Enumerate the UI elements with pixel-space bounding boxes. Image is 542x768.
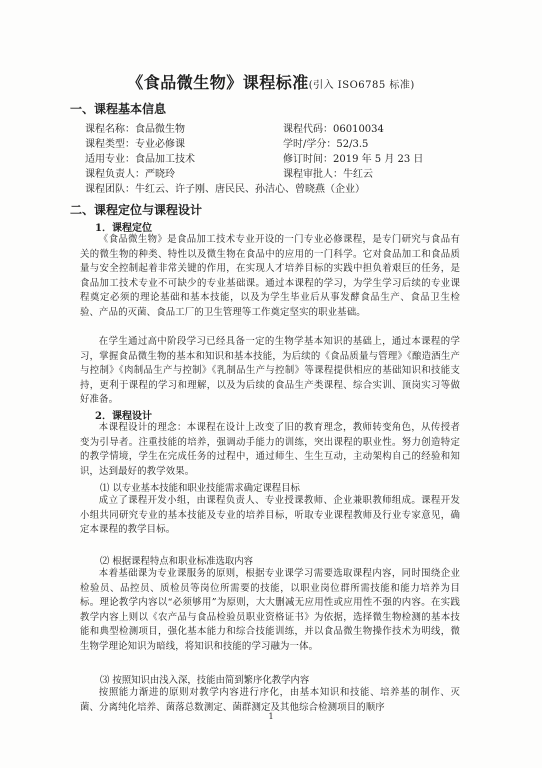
page-title bbox=[0, 70, 542, 93]
section-heading-positioning-design: 二、课程定位与课程设计 bbox=[70, 203, 203, 217]
info-course-type: 课程类型：专业必修课 bbox=[85, 139, 185, 150]
design-item-2: ⑵ 根据课程特点和职业标准选取内容 bbox=[100, 556, 253, 567]
info-hours-credits: 学时/学分：52/3.5 bbox=[283, 139, 369, 150]
info-course-code: 课程代码：06010034 bbox=[283, 124, 384, 135]
info-right-column bbox=[283, 122, 423, 182]
info-approver: 课程审批人：牛红云 bbox=[283, 169, 373, 180]
subheading-positioning: 1．课程定位 bbox=[95, 223, 152, 234]
title-main: 《食品微生物》课程标准 bbox=[127, 73, 309, 92]
paragraph-design-item-1: 成立了课程开发小组，由课程负责人、专业授课教师、企业兼职教师组成。课程开发小组共同研究专业的基本技能及专业的培养目标，听取专业课程教师及行业专家意见，确定本课程的教学目标。 bbox=[80, 495, 460, 536]
info-major: 适用专业：食品加工技术 bbox=[85, 154, 195, 165]
paragraph-design-concept: 本课程设计的理念：本课程在设计上改变了旧的教育理念，教师转变角色，从传授者变为引导者。注重技能的培养，强调动手能力的训练，突出课程的职业性。努力创造特定的教学情境，学生在完成任务的过程中，通过师生、生生互动，主动架构自己的经验和知识，达到最好的教学效果。 bbox=[80, 422, 460, 477]
info-course-name: 课程名称：食品微生物 bbox=[85, 124, 185, 135]
design-item-1: ⑴ 以专业基本技能和职业技能需求确定课程目标 bbox=[100, 483, 300, 494]
page-number: 1 bbox=[268, 712, 274, 721]
paragraph-positioning-2: 在学生通过高中阶段学习已经具备一定的生物学基本知识的基础上，通过本课程的学习，掌握食品微生物的基本和知识和基本技能，为后续的《食品质量与管理》《酿造酒生产与控制》《肉制品生产与控制》《乳制品生产与控制》等课程提供相应的基础知识和技能支持，更利于课程的学习和理解，以及为后续的食品生产类课程、综合实训、顶岗实习等做好准备。 bbox=[80, 336, 460, 406]
subheading-design: 2．课程设计 bbox=[95, 411, 152, 422]
paragraph-design-item-2: 本着基础课为专业课服务的原则，根据专业课学习需要选取课程内容，同时围绕企业检验员、品控员、质检员等岗位所需要的技能，以职业岗位群所需技能和能力培养为目标。理论教学内容以“必须够用”为原则，大大删减无应用性或应用性不强的内容。在实践教学内容上则以《农产品与食品检验员职业资格证书》为依据，选择微生物检测的基本技能和典型检测项目，强化基本能力和综合技能训练，并以食品微生物操作技术为明线，微生物学理论知识为暗线，将知识和技能的学习融为一体。 bbox=[80, 568, 460, 652]
info-course-team: 课程团队：牛红云、许子刚、唐民民、孙洁心、曾晓燕（企业） bbox=[85, 184, 365, 195]
info-course-owner: 课程负责人：严晓玲 bbox=[85, 169, 175, 180]
title-suffix: (引入 ISO6785 标准) bbox=[308, 80, 415, 91]
design-item-3: ⑶ 按照知识由浅入深，技能由简到繁序化教学内容 bbox=[100, 675, 310, 686]
section-heading-basic-info: 一、课程基本信息 bbox=[70, 102, 167, 116]
paragraph-positioning-1: 《食品微生物》是食品加工技术专业开设的一门专业必修课程，是专门研究与食品有关的微生物的种类、特性以及微生物在食品中的应用的一门科学。它对食品加工和食品质量与安全控制起着非常关键的作用，在实现人才培养目标的实践中担负着艰巨的任务，是食品加工技术专业不可缺少的专业基础课。通过本课程的学习，为学生学习后续的专业课程奠定必须的理论基础和基本技能，以及为学生毕业后从事发酵食品生产、食品卫生检验、产品的灭菌、食品工厂的卫生管理等工作奠定坚实的职业基础。 bbox=[80, 234, 460, 318]
info-revision-date: 修订时间：2019 年 5 月 23 日 bbox=[283, 154, 424, 165]
paragraph-design-item-3: 按照能力渐进的原则对教学内容进行序化，由基本知识和技能、培养基的制作、灭菌、分离纯化培养、菌落总数测定、菌群测定及其他综合检测项目的顺序 bbox=[80, 687, 460, 713]
